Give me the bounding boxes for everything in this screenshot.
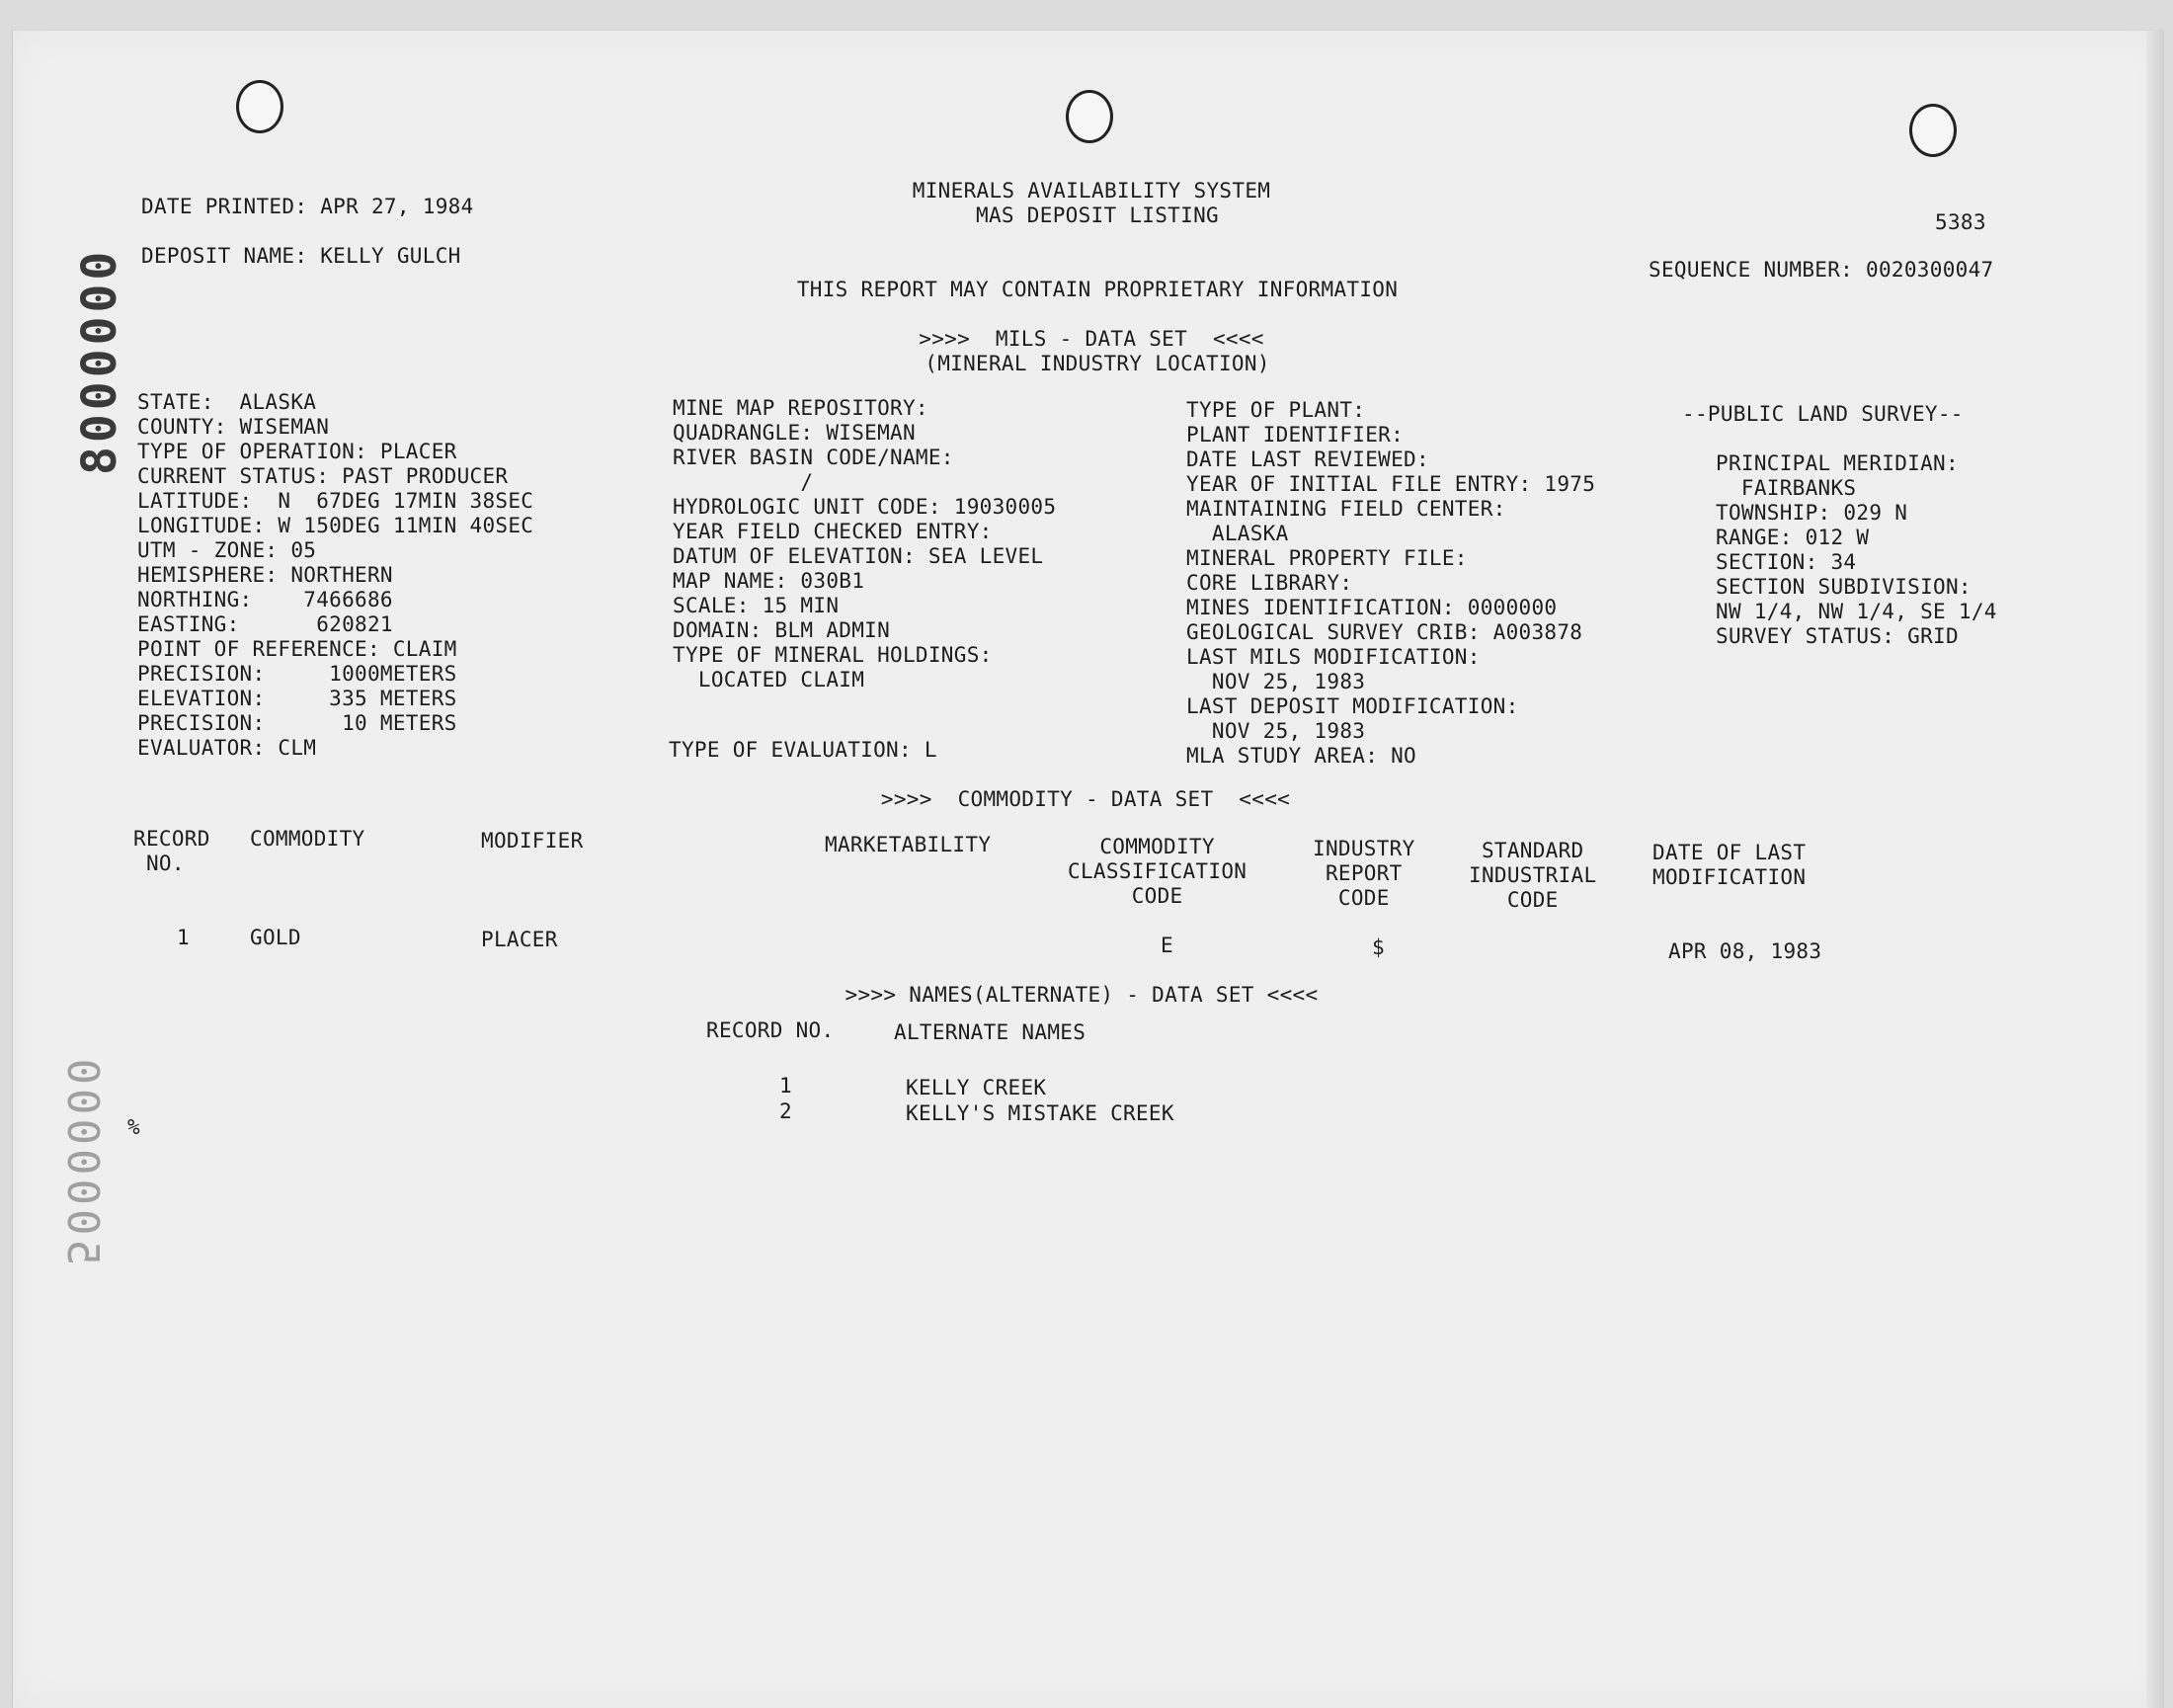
public-land-survey-title: --PUBLIC LAND SURVEY-- xyxy=(1682,402,1964,426)
col-header-industry-report: INDUSTRY REPORT CODE xyxy=(1313,837,1415,910)
field-northing: NORTHING: 7466686 xyxy=(137,588,393,611)
mils-column-land-survey xyxy=(1716,451,1997,649)
field-township: TOWNSHIP: 029 N xyxy=(1716,501,1908,525)
field-type-of-evaluation: TYPE OF EVALUATION: L xyxy=(669,738,937,762)
field-mineral-holdings-value: LOCATED CLAIM xyxy=(673,668,865,691)
field-date-last-reviewed: DATE LAST REVIEWED: xyxy=(1186,447,1429,471)
field-easting: EASTING: 620821 xyxy=(137,612,393,636)
field-range: RANGE: 012 W xyxy=(1716,526,1870,549)
col-header-commodity: COMMODITY xyxy=(250,827,365,851)
field-section-subdivision-value: NW 1/4, NW 1/4, SE 1/4 xyxy=(1716,600,1997,623)
col-header-marketability: MARKETABILITY xyxy=(825,833,992,856)
listing-title: MAS DEPOSIT LISTING xyxy=(976,203,1219,227)
footer-percent-mark: % xyxy=(127,1115,140,1139)
field-datum-elevation: DATUM OF ELEVATION: SEA LEVEL xyxy=(673,544,1044,568)
names-alternate-name: KELLY CREEK xyxy=(906,1076,1047,1099)
field-utm-zone: UTM - ZONE: 05 xyxy=(137,538,317,562)
cell-modifier: PLACER xyxy=(481,928,558,951)
field-map-name: MAP NAME: 030B1 xyxy=(673,569,865,593)
field-last-deposit-modification: LAST DEPOSIT MODIFICATION: xyxy=(1186,694,1519,718)
field-hydrologic-unit: HYDROLOGIC UNIT CODE: 19030005 xyxy=(673,495,1057,519)
cell-date-last-mod: APR 08, 1983 xyxy=(1668,939,1822,963)
field-operation-type: TYPE OF OPERATION: PLACER xyxy=(137,440,457,463)
field-point-of-reference: POINT OF REFERENCE: CLAIM xyxy=(137,637,457,661)
field-survey-crib: GEOLOGICAL SURVEY CRIB: A003878 xyxy=(1186,620,1583,644)
names-alternate-name: KELLY'S MISTAKE CREEK xyxy=(906,1101,1174,1125)
field-current-status: CURRENT STATUS: PAST PRODUCER xyxy=(137,464,509,488)
field-state: STATE: ALASKA xyxy=(137,390,317,414)
field-initial-file-entry: YEAR OF INITIAL FILE ENTRY: 1975 xyxy=(1186,472,1596,496)
cell-record-no: 1 xyxy=(177,926,190,949)
system-title: MINERALS AVAILABILITY SYSTEM xyxy=(912,179,1271,203)
field-section-subdivision: SECTION SUBDIVISION: xyxy=(1716,575,1972,599)
punch-hole-left xyxy=(236,80,283,133)
field-quadrangle: QUADRANGLE: WISEMAN xyxy=(673,421,916,445)
punch-hole-right xyxy=(1909,104,1957,157)
mils-column-location xyxy=(137,390,533,761)
mils-subtitle: (MINERAL INDUSTRY LOCATION) xyxy=(925,352,1270,375)
field-mine-map-repository: MINE MAP REPOSITORY: xyxy=(673,396,928,420)
field-last-mils-modification-value: NOV 25, 1983 xyxy=(1186,670,1366,693)
document-page xyxy=(12,30,2164,1708)
field-last-deposit-modification-value: NOV 25, 1983 xyxy=(1186,719,1366,743)
mils-title: >>>> MILS - DATA SET <<<< xyxy=(919,327,1264,351)
margin-stamp-top: 8000000 xyxy=(72,247,127,475)
cell-industry-report: $ xyxy=(1372,935,1385,959)
margin-stamp-bottom: 5000000 xyxy=(57,1054,108,1265)
field-river-basin: RIVER BASIN CODE/NAME: xyxy=(673,446,954,469)
field-principal-meridian-value: FAIRBANKS xyxy=(1716,476,1857,500)
field-type-of-plant: TYPE OF PLANT: xyxy=(1186,398,1366,422)
field-field-center: MAINTAINING FIELD CENTER: xyxy=(1186,497,1506,521)
field-hemisphere: HEMISPHERE: NORTHERN xyxy=(137,563,393,587)
col-header-classification: COMMODITY CLASSIFICATION CODE xyxy=(1068,835,1247,908)
mils-column-mapping xyxy=(673,396,1056,692)
cell-classification: E xyxy=(1161,934,1173,957)
commodity-title: >>>> COMMODITY - DATA SET <<<< xyxy=(880,787,1291,811)
col-header-record-no: RECORD NO. xyxy=(133,827,210,875)
field-latitude: LATITUDE: N 67DEG 17MIN 38SEC xyxy=(137,489,534,513)
field-core-library: CORE LIBRARY: xyxy=(1186,571,1353,595)
mils-column-records xyxy=(1186,398,1595,769)
field-plant-identifier: PLANT IDENTIFIER: xyxy=(1186,423,1405,447)
field-survey-status: SURVEY STATUS: GRID xyxy=(1716,624,1959,648)
field-longitude: LONGITUDE: W 150DEG 11MIN 40SEC xyxy=(137,514,534,537)
field-section: SECTION: 34 xyxy=(1716,550,1857,574)
field-scale: SCALE: 15 MIN xyxy=(673,594,840,617)
field-mineral-property-file: MINERAL PROPERTY FILE: xyxy=(1186,546,1468,570)
field-mines-identification: MINES IDENTIFICATION: 0000000 xyxy=(1186,596,1558,619)
field-river-basin-value: / xyxy=(673,470,814,494)
col-header-sic: STANDARD INDUSTRIAL CODE xyxy=(1469,839,1597,912)
names-record-no: 1 xyxy=(779,1074,792,1098)
col-header-modifier: MODIFIER xyxy=(481,829,584,853)
field-last-mils-modification: LAST MILS MODIFICATION: xyxy=(1186,645,1481,669)
names-title: >>>> NAMES(ALTERNATE) - DATA SET <<<< xyxy=(845,983,1319,1007)
field-evaluator: EVALUATOR: CLM xyxy=(137,736,317,760)
field-mla-study-area: MLA STUDY AREA: NO xyxy=(1186,744,1416,768)
names-header-record-no: RECORD NO. xyxy=(706,1018,835,1042)
page-number: 5383 xyxy=(1935,210,1986,234)
proprietary-notice: THIS REPORT MAY CONTAIN PROPRIETARY INFORMATION xyxy=(796,278,1399,301)
field-elevation-precision: PRECISION: 10 METERS xyxy=(137,711,457,735)
field-county: COUNTY: WISEMAN xyxy=(137,415,330,439)
sequence-number: SEQUENCE NUMBER: 0020300047 xyxy=(1649,258,1994,282)
date-printed: DATE PRINTED: APR 27, 1984 xyxy=(141,195,474,218)
field-domain: DOMAIN: BLM ADMIN xyxy=(673,618,891,642)
field-year-checked: YEAR FIELD CHECKED ENTRY: xyxy=(673,520,993,543)
punch-hole-center xyxy=(1066,90,1113,143)
names-record-no: 2 xyxy=(779,1099,792,1123)
col-header-date-last-mod: DATE OF LAST MODIFICATION xyxy=(1652,841,1807,889)
names-header-alternate-names: ALTERNATE NAMES xyxy=(894,1020,1086,1044)
field-elevation: ELEVATION: 335 METERS xyxy=(137,687,457,710)
field-mineral-holdings: TYPE OF MINERAL HOLDINGS: xyxy=(673,643,993,667)
cell-commodity: GOLD xyxy=(250,926,301,949)
deposit-name: DEPOSIT NAME: KELLY GULCH xyxy=(141,244,461,268)
field-principal-meridian: PRINCIPAL MERIDIAN: xyxy=(1716,451,1959,475)
field-field-center-value: ALASKA xyxy=(1186,522,1289,545)
field-precision: PRECISION: 1000METERS xyxy=(137,662,457,686)
